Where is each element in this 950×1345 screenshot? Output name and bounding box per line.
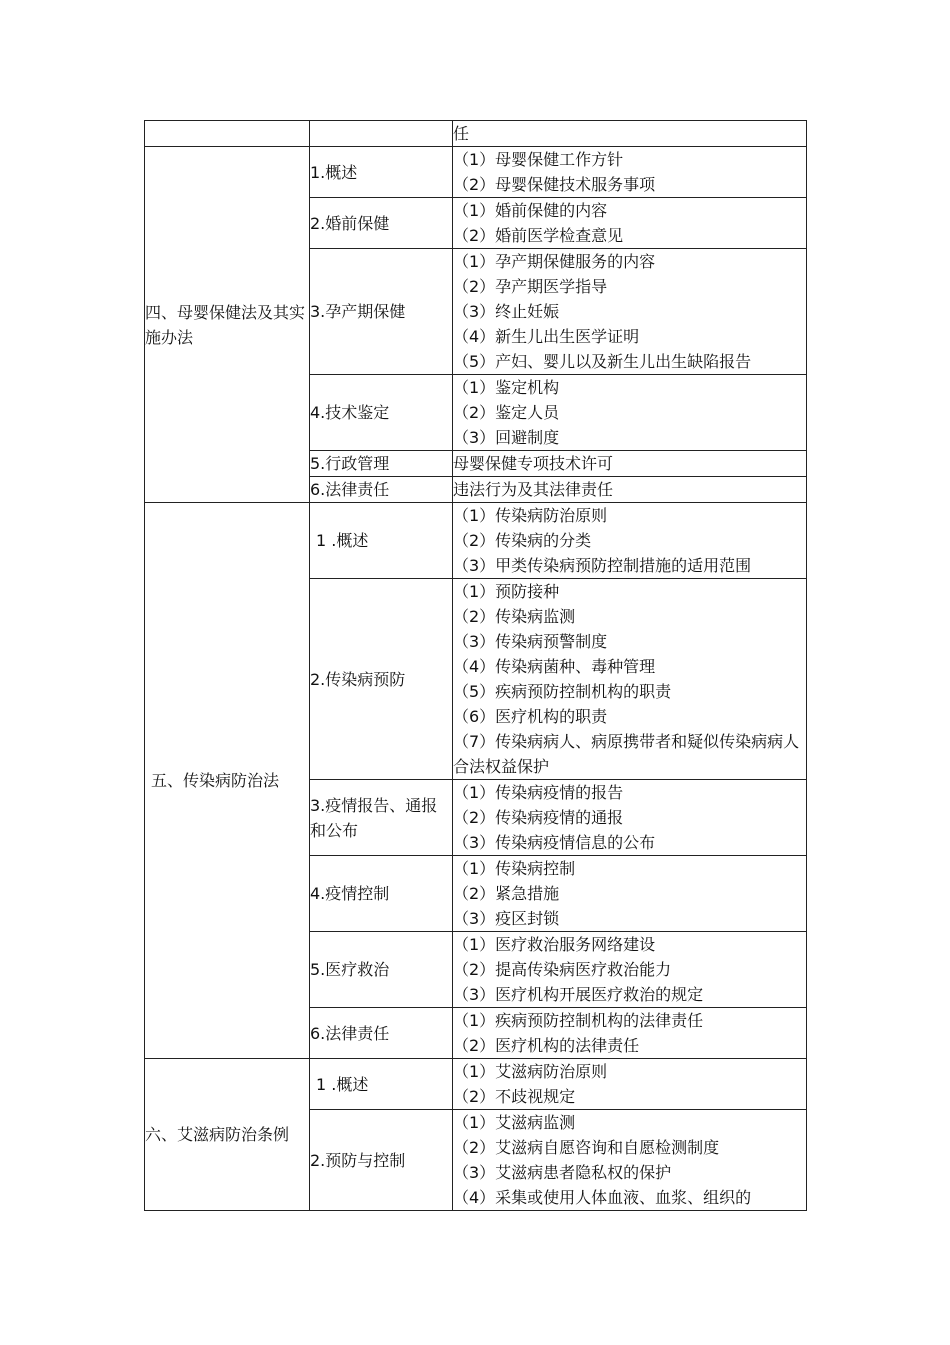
outline-item: （1）鉴定机构: [453, 378, 560, 397]
outline-item: （6）医疗机构的职责: [453, 707, 608, 726]
subtopic-items-cell: [453, 1008, 807, 1059]
outline-table-body: [145, 121, 807, 1211]
subtopic-cell: 2.预防与控制: [310, 1110, 453, 1211]
outline-item: （3）传染病疫情信息的公布: [453, 833, 656, 852]
outline-item: （1）传染病疫情的报告: [453, 783, 624, 802]
outline-item: （4）新生儿出生医学证明: [453, 327, 640, 346]
outline-item: （3）回避制度: [453, 428, 560, 447]
subtopic-cell: 3.孕产期保健: [310, 249, 453, 375]
outline-item: 违法行为及其法律责任: [453, 480, 614, 499]
subtopic-items-cell: [453, 579, 807, 780]
outline-item: （2）不歧视规定: [453, 1087, 576, 1106]
outline-item: （3）医疗机构开展医疗救治的规定: [453, 985, 704, 1004]
outline-item: （7）传染病病人、病原携带者和疑似传染病病人合法权益保护: [453, 732, 800, 776]
subtopic-cell: 6.法律责任: [310, 477, 453, 503]
subtopic-cell: 5.医疗救治: [310, 932, 453, 1008]
outline-item: （2）医疗机构的法律责任: [453, 1036, 640, 1055]
subtopic-cell: 4.技术鉴定: [310, 375, 453, 451]
outline-item: （2）传染病疫情的通报: [453, 808, 624, 827]
outline-item: （5）产妇、婴儿以及新生儿出生缺陷报告: [453, 352, 752, 371]
outline-item: （2）母婴保健技术服务事项: [453, 175, 656, 194]
table-row: [145, 147, 807, 198]
outline-item: （4）采集或使用人体血液、血浆、组织的: [453, 1188, 752, 1207]
subtopic-cell: 6.法律责任: [310, 1008, 453, 1059]
outline-table: [144, 120, 807, 1211]
subtopic-items-cell: [453, 249, 807, 375]
outline-item: （3）疫区封锁: [453, 909, 560, 928]
outline-item: （1）婚前保健的内容: [453, 201, 608, 220]
outline-item: （1）艾滋病防治原则: [453, 1062, 608, 1081]
outline-item: （1）传染病防治原则: [453, 506, 608, 525]
outline-item: （2）艾滋病自愿咨询和自愿检测制度: [453, 1138, 720, 1157]
outline-item: （1）孕产期保健服务的内容: [453, 252, 656, 271]
subtopic-cell: 3.疫情报告、通报和公布: [310, 780, 453, 856]
subtopic-cell: 1 .概述: [310, 1059, 453, 1110]
outline-item: （2）孕产期医学指导: [453, 277, 608, 296]
section-title-cell: 六、艾滋病防治条例: [145, 1059, 310, 1211]
outline-item: （5）疾病预防控制机构的职责: [453, 682, 672, 701]
outline-item: （1）传染病控制: [453, 859, 576, 878]
table-header-row: [145, 121, 807, 147]
subtopic-items-cell: [453, 375, 807, 451]
outline-item: （2）紧急措施: [453, 884, 560, 903]
outline-item: （1）疾病预防控制机构的法律责任: [453, 1011, 704, 1030]
section-title-cell: 五、传染病防治法: [145, 503, 310, 1059]
subtopic-items-cell: [453, 1110, 807, 1211]
subtopic-cell: 4.疫情控制: [310, 856, 453, 932]
outline-item: （1）预防接种: [453, 582, 560, 601]
outline-item: 母婴保健专项技术许可: [453, 454, 614, 473]
subtopic-cell: 2.传染病预防: [310, 579, 453, 780]
outline-item: （4）传染病菌种、毒种管理: [453, 657, 656, 676]
outline-item: （2）婚前医学检查意见: [453, 226, 624, 245]
table-row: [145, 1059, 807, 1110]
subtopic-items-cell: [453, 856, 807, 932]
subtopic-items-cell: [453, 780, 807, 856]
subtopic-items-cell: [453, 451, 807, 477]
subtopic-cell: 1.概述: [310, 147, 453, 198]
outline-item: （1）医疗救治服务网络建设: [453, 935, 656, 954]
outline-item: （3）甲类传染病预防控制措施的适用范围: [453, 556, 752, 575]
subtopic-items-cell: [453, 198, 807, 249]
subtopic-cell: 5.行政管理: [310, 451, 453, 477]
header-cell-3: 任: [453, 121, 807, 147]
subtopic-items-cell: [453, 503, 807, 579]
subtopic-items-cell: [453, 477, 807, 503]
subtopic-items-cell: [453, 932, 807, 1008]
outline-item: （1）艾滋病监测: [453, 1113, 576, 1132]
outline-item: （3）艾滋病患者隐私权的保护: [453, 1163, 672, 1182]
outline-item: （3）传染病预警制度: [453, 632, 608, 651]
subtopic-items-cell: [453, 1059, 807, 1110]
header-cell-1: [145, 121, 310, 147]
header-cell-2: [310, 121, 453, 147]
table-row: [145, 503, 807, 579]
outline-item: （2）提高传染病医疗救治能力: [453, 960, 672, 979]
outline-item: （2）传染病的分类: [453, 531, 592, 550]
outline-item: （2）鉴定人员: [453, 403, 560, 422]
outline-item: （3）终止妊娠: [453, 302, 560, 321]
section-title-cell: 四、母婴保健法及其实施办法: [145, 147, 310, 503]
subtopic-items-cell: [453, 147, 807, 198]
outline-item: （2）传染病监测: [453, 607, 576, 626]
outline-item: （1）母婴保健工作方针: [453, 150, 624, 169]
subtopic-cell: 1 .概述: [310, 503, 453, 579]
subtopic-cell: 2.婚前保健: [310, 198, 453, 249]
